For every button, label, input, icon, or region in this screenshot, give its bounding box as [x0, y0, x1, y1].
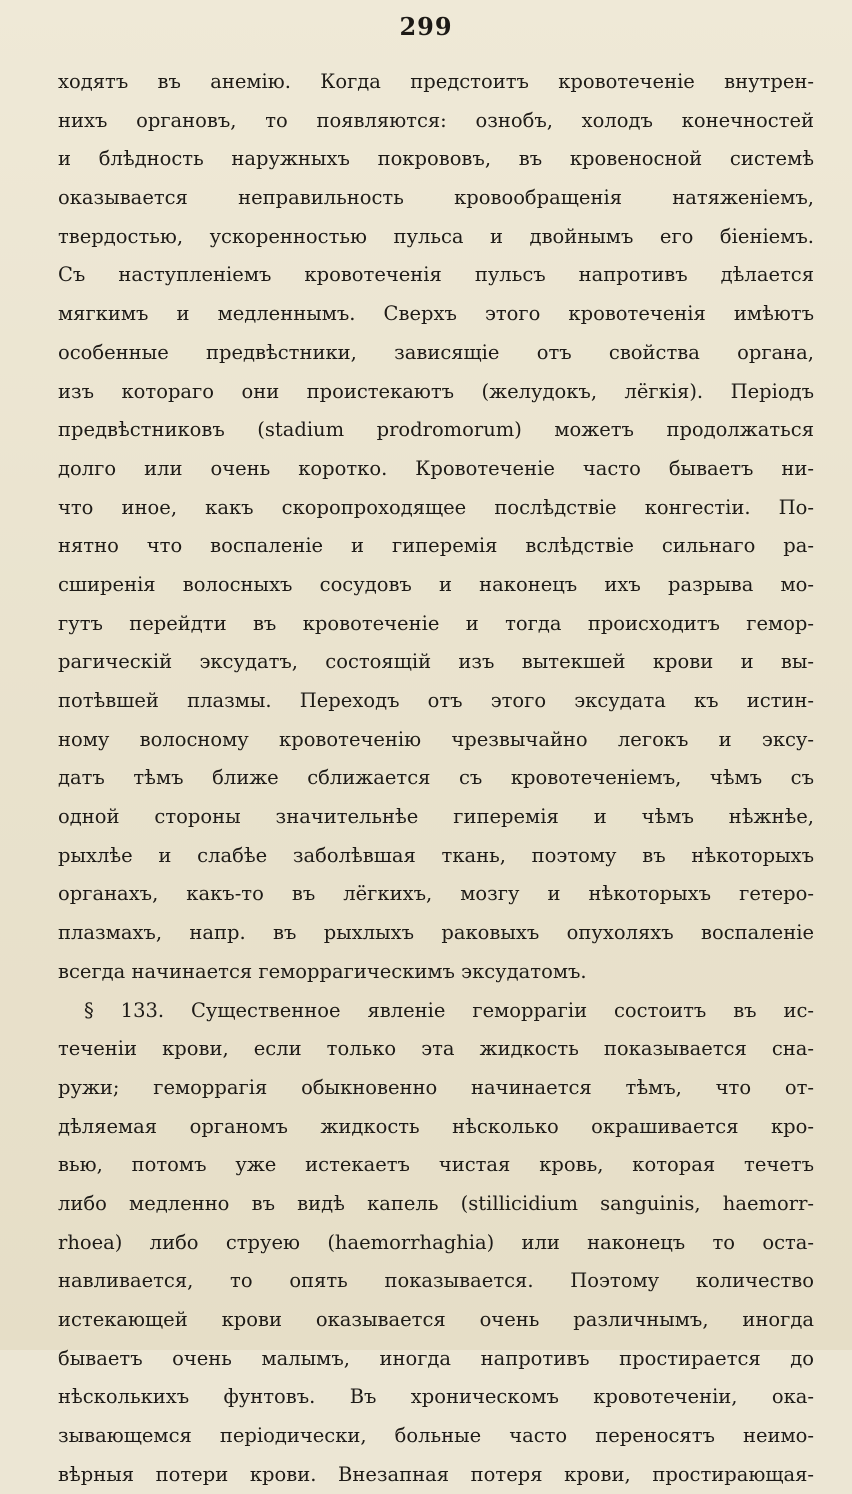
text-line: бываетъ очень малымъ, иногда напротивъ простирается до — [58, 1346, 814, 1370]
text-line: rhoea) либо струею (haemorrhaghia) или наконецъ то оста- — [58, 1230, 814, 1254]
text-line: плазмахъ, напр. въ рыхлыхъ раковыхъ опухоляхъ воспаленіе — [58, 921, 814, 945]
text-line: Съ наступленіемъ кровотеченія пульсъ напротивъ дѣлается — [58, 263, 814, 287]
text-line: теченіи крови, если только эта жидкость показывается сна- — [58, 1037, 814, 1061]
text-line: изъ котораго они проистекаютъ (желудокъ, лёгкія). Періодъ — [58, 379, 814, 403]
text-line: ходятъ въ анемію. Когда предстоитъ кровотеченіе внутрен- — [58, 70, 814, 93]
text-line: либо медленно въ видѣ капель (stillicidium sanguinis, haemorr- — [58, 1191, 814, 1215]
text-line: дѣляемая органомъ жидкость нѣсколько окрашивается кро- — [58, 1114, 814, 1138]
text-line: истекающей крови оказывается очень различнымъ, иногда — [58, 1308, 814, 1331]
text-line: твердостью, ускоренностью пульса и двойнымъ его біеніемъ. — [58, 224, 814, 248]
text-line: оказывается неправильность кровообращенія натяженіемъ, — [58, 186, 814, 210]
text-line: особенные предвѣстники, зависящіе отъ свойства органа, — [58, 340, 814, 364]
text-line: и блѣдность наружныхъ покрововъ, въ кровеносной системѣ — [58, 147, 814, 171]
body-text — [58, 63, 814, 1494]
text-line: нѣсколькихъ фунтовъ. Въ хроническомъ кровотеченіи, ока- — [58, 1385, 814, 1409]
text-line: предвѣстниковъ (stadium prodromorum) можетъ продолжаться — [58, 418, 814, 442]
text-line: мягкимъ и медленнымъ. Сверхъ этого кровотеченія имѣютъ — [58, 302, 814, 326]
text-line: ному волосному кровотеченію чрезвычайно легокъ и эксу- — [58, 727, 814, 751]
text-line: зывающемся періодически, больные часто переносятъ неимо- — [58, 1424, 814, 1448]
text-line: потѣвшей плазмы. Переходъ отъ этого эксудата къ истин- — [58, 689, 814, 712]
text-line: одной стороны значительнѣе гиперемія и чѣмъ нѣжнѣе, — [58, 805, 814, 829]
text-line: рагическій эксудатъ, состоящій изъ вытекшей крови и вы- — [58, 650, 814, 674]
text-line: вѣрныя потери крови. Внезапная потеря крови, простирающая- — [58, 1462, 814, 1486]
text-line: рыхлѣе и слабѣе заболѣвшая ткань, поэтому въ нѣкоторыхъ — [58, 843, 814, 867]
text-line: всегда начинается геморрагическимъ эксудатомъ. — [58, 959, 587, 983]
text-line: долго или очень коротко. Кровотеченіе часто бываетъ ни- — [58, 456, 814, 480]
text-line: органахъ, какъ-то въ лёгкихъ, мозгу и нѣкоторыхъ гетеро- — [58, 882, 814, 906]
text-line: нятно что воспаленіе и гиперемія вслѣдствіе сильнаго ра- — [58, 534, 814, 558]
page-number: 299 — [399, 12, 453, 41]
text-line: вью, потомъ уже истекаетъ чистая кровь, которая течетъ — [58, 1153, 814, 1177]
text-line: сширенія волосныхъ сосудовъ и наконецъ ихъ разрыва мо- — [58, 572, 814, 596]
text-line: датъ тѣмъ ближе сближается съ кровотеченіемъ, чѣмъ съ — [58, 766, 814, 790]
text-line: нихъ органовъ, то появляются: ознобъ, холодъ конечностей — [58, 108, 814, 132]
text-line: гутъ перейдти въ кровотеченіе и тогда происходитъ гемор- — [58, 611, 814, 635]
text-line: ружи; геморрагія обыкновенно начинается тѣмъ, что от- — [58, 1075, 814, 1099]
text-line: навливается, то опять показывается. Поэтому количество — [58, 1269, 814, 1293]
text-line: что иное, какъ скоропроходящее послѣдствіе конгестіи. По- — [58, 495, 814, 519]
paragraph-start-line: § 133. Существенное явленіе геморрагіи состоитъ въ ис- — [84, 998, 814, 1022]
